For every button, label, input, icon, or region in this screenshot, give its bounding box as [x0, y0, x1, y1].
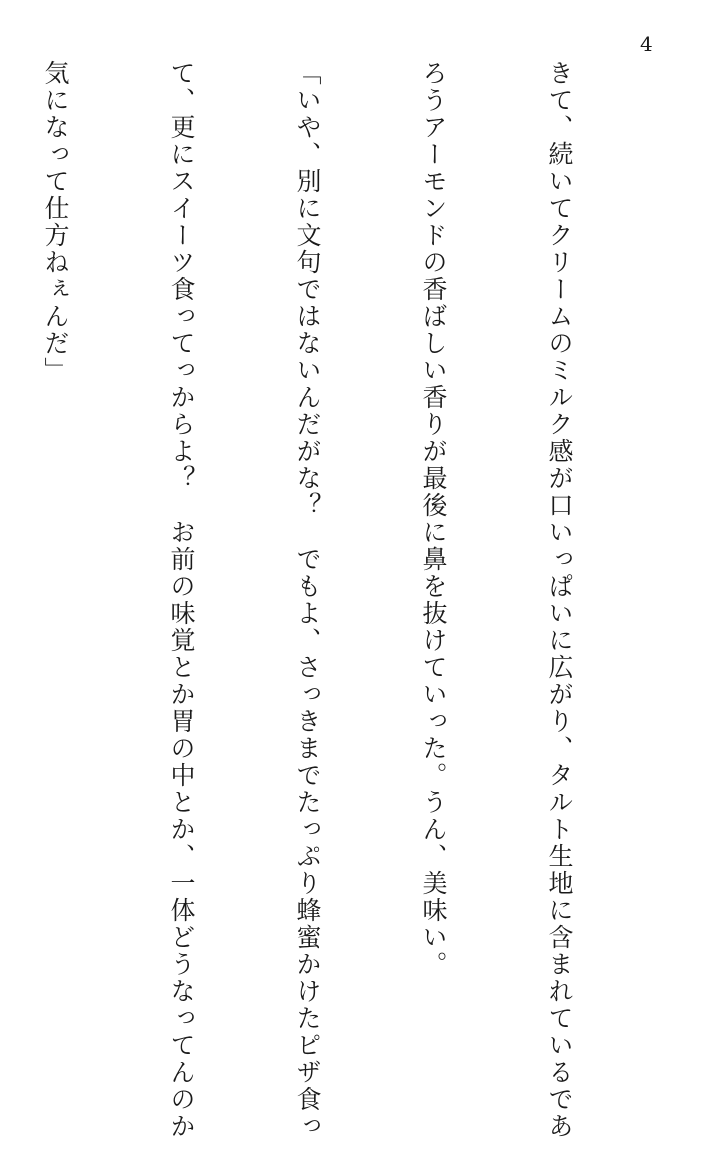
page-number: 4 — [640, 32, 653, 56]
text-line: て、更にスイーツ食ってっからよ？ お前の味覚とか胃の中とか、一体どうなってんのか — [167, 60, 196, 1140]
body-text — [41, 60, 664, 1140]
text-line: ろうアーモンドの香ばしい香りが最後に鼻を抜けていった。うん、美味い。 — [419, 60, 448, 978]
text-line: 「いや、別に文句ではないんだがな？ でもよ、さっきまでたっぷり蜂蜜かけたピザ食っ — [293, 60, 322, 1140]
text-line: 気になって仕方ねぇんだ」 — [41, 60, 70, 384]
text-line: きて、続いてクリームのミルク感が口いっぱいに広がり、タルト生地に含まれているであ — [545, 60, 574, 1140]
